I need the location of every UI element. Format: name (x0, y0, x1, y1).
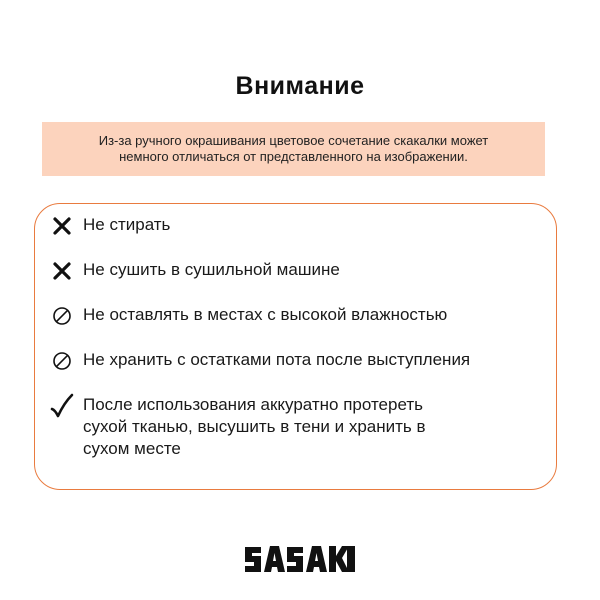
care-item-no-washing (49, 213, 170, 239)
notice-text: Из-за ручного окрашивания цветовое сочетание скакалки может немного отличаться от представленного на изображении. (98, 133, 489, 164)
care-item-label: Не сушить в сушильной машине (83, 260, 340, 279)
care-instructions-box (34, 203, 557, 490)
prohibited-icon (49, 303, 75, 329)
care-item-wipe-and-dry (49, 393, 426, 460)
checkmark-icon (49, 393, 75, 419)
care-item-no-tumble-dry (49, 258, 340, 284)
care-item-label: После использования аккуратно протереть сухой тканью, высушить в тени и хранить в сухом месте (83, 395, 426, 458)
care-item-label: Не стирать (83, 215, 171, 234)
cross-icon (49, 258, 75, 284)
cross-icon (49, 213, 75, 239)
notice-banner (42, 122, 545, 176)
care-item-label: Не хранить с остатками пота после выступления (83, 350, 471, 369)
prohibited-icon (49, 348, 75, 374)
care-item-label: Не оставлять в местах с высокой влажностью (83, 305, 448, 324)
care-item-no-humidity (49, 303, 447, 329)
care-item-no-sweat-storage (49, 348, 470, 374)
sasaki-logo (243, 543, 357, 575)
page-title: Внимание (235, 72, 365, 100)
